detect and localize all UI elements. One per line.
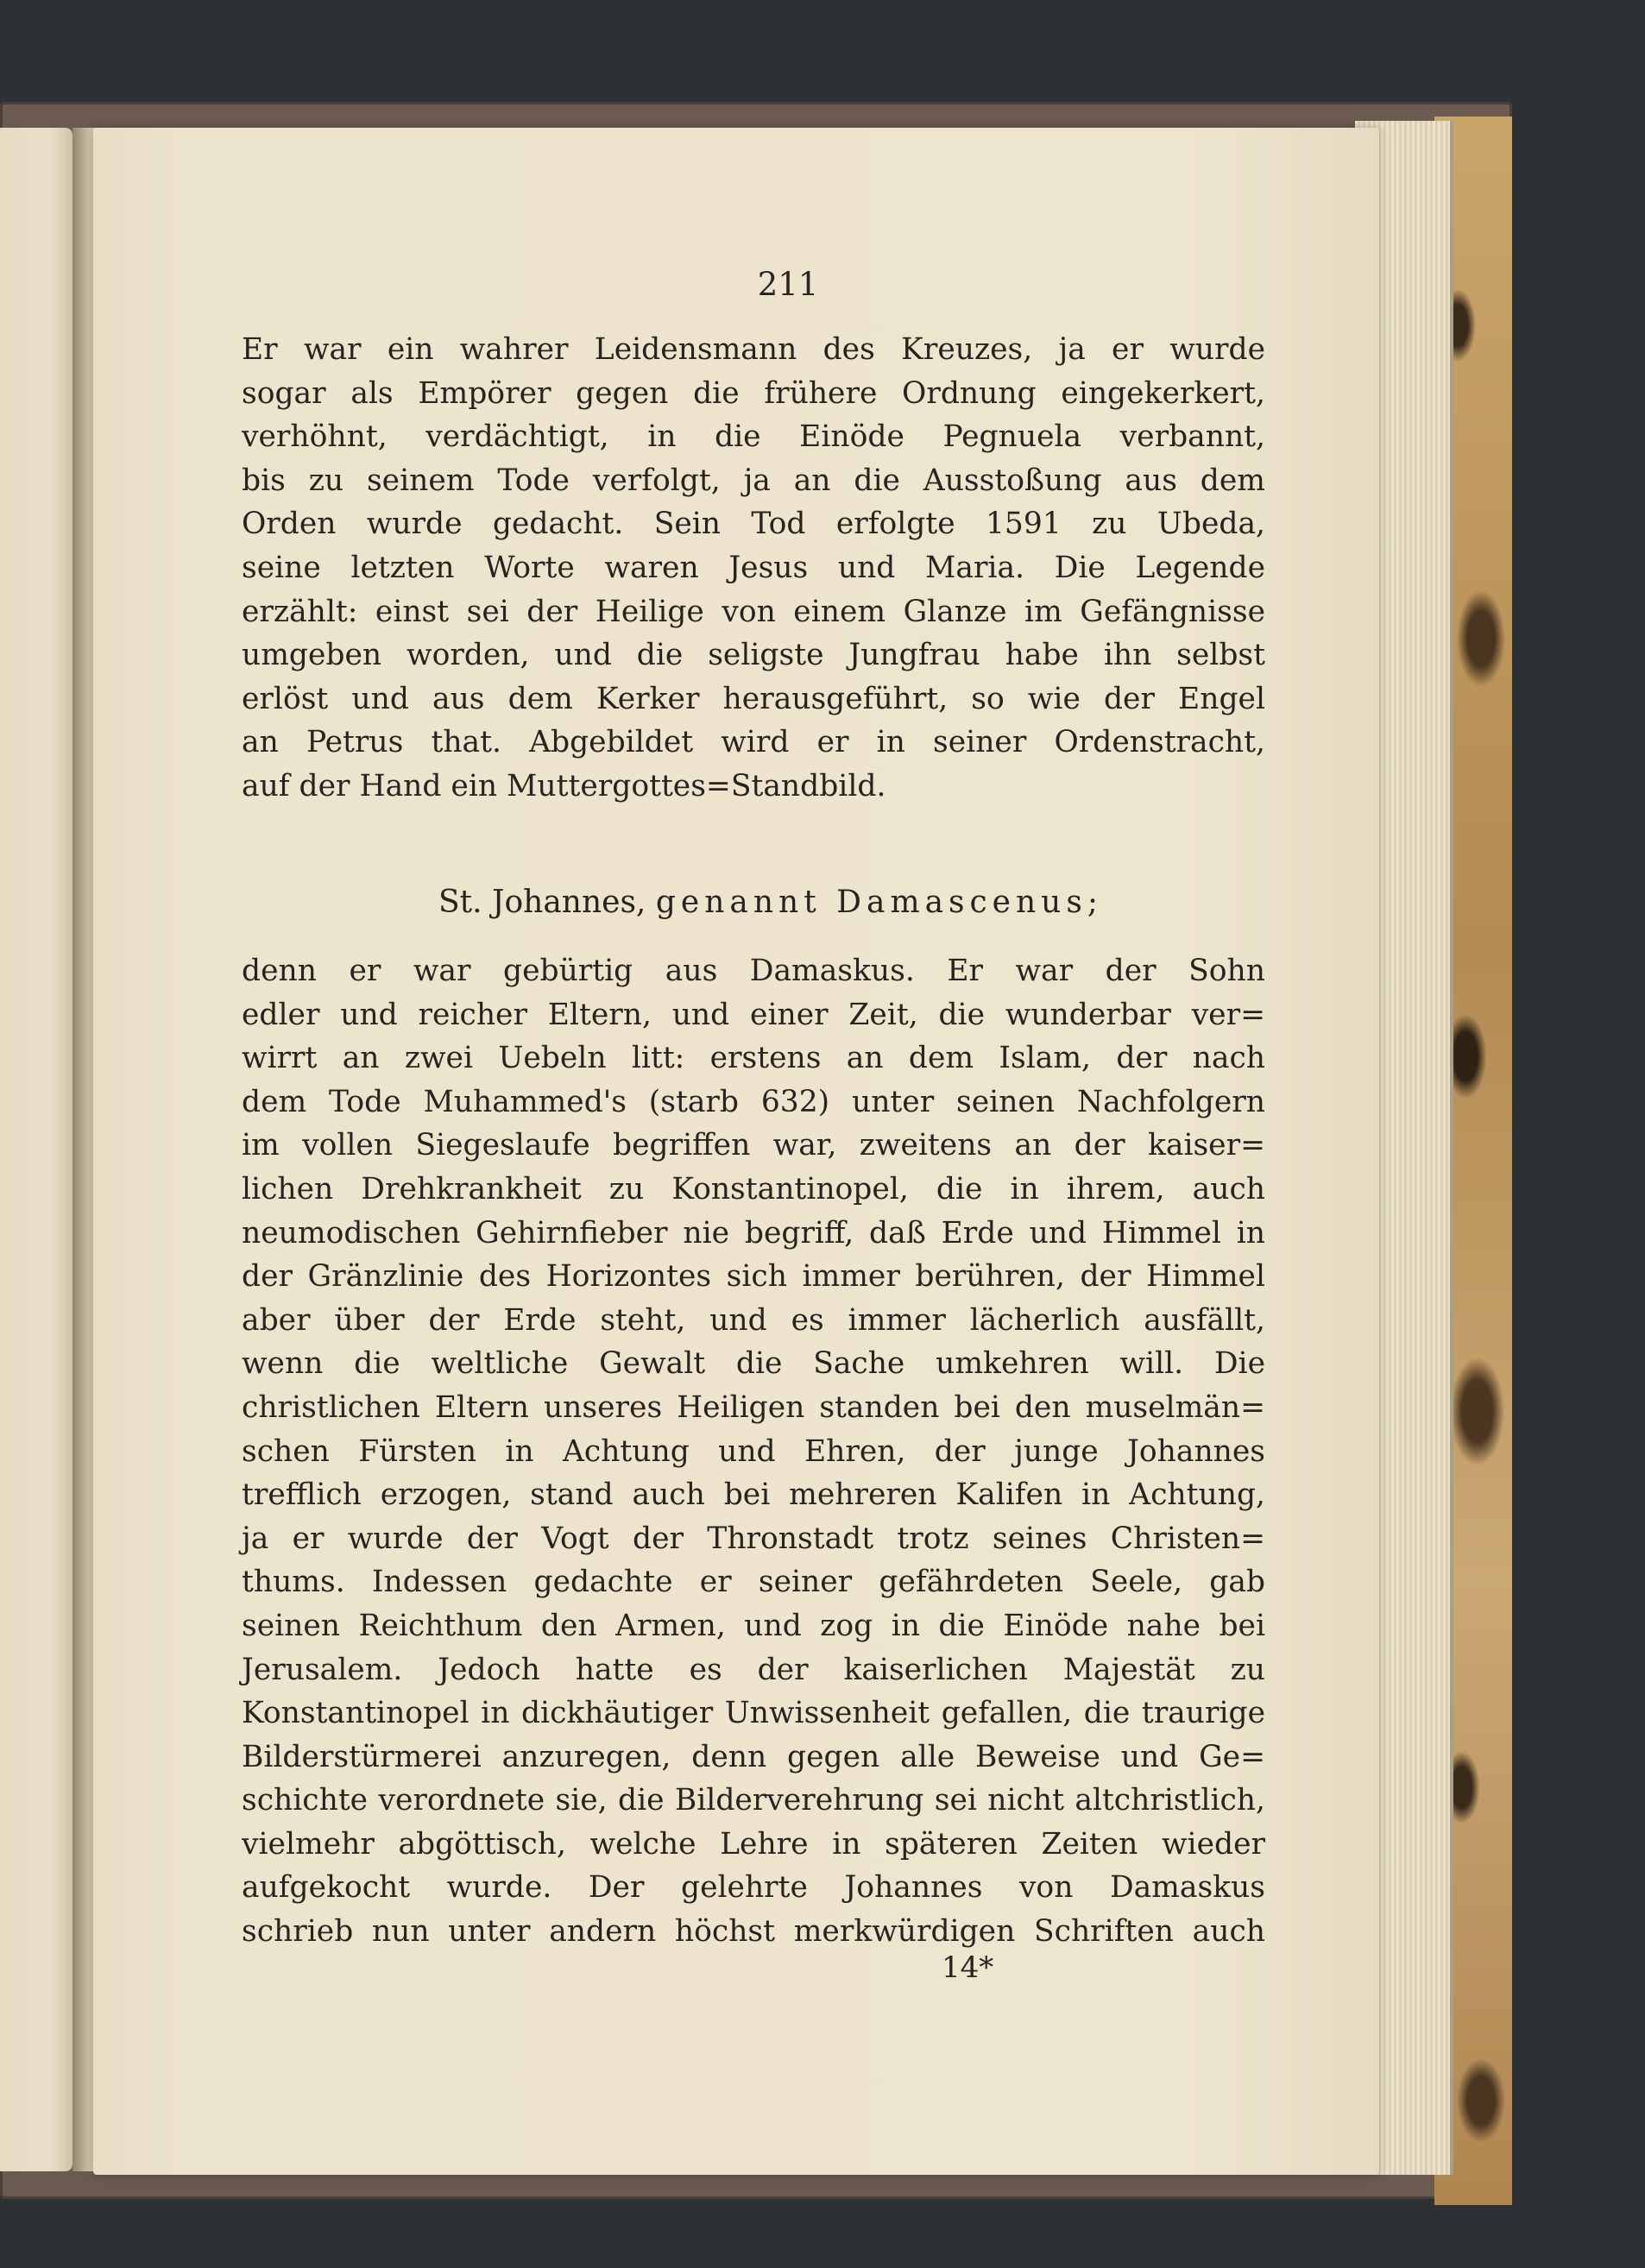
text-line: seine letzten Worte waren Jesus und Maria. Die Legende	[242, 550, 1265, 585]
book-page	[93, 128, 1379, 2175]
left-facing-page	[0, 128, 72, 2171]
text-line: trefflich erzogen, stand auch bei mehreren Kalifen in Achtung,	[242, 1477, 1265, 1513]
heading-rest: genannt Damascenus;	[655, 885, 1103, 920]
section-heading	[259, 879, 1283, 927]
text-line: ja er wurde der Vogt der Thronstadt trotz seines Christen=	[242, 1521, 1265, 1556]
text-line: schrieb nun unter andern höchst merkwürdigen Schriften auch	[242, 1914, 1265, 1950]
signature-mark: 14*	[942, 1950, 994, 1985]
text-line: thums. Indessen gedachte er seiner gefährdeten Seele, gab	[242, 1565, 1265, 1600]
text-line: Er war ein wahrer Leidensmann des Kreuzes, ja er wurde	[242, 332, 1265, 367]
text-line: sogar als Empörer gegen die frühere Ordnung eingekerkert,	[242, 375, 1265, 411]
text-line: Konstantinopel in dickhäutiger Unwissenheit gefallen, die traurige	[242, 1696, 1265, 1731]
text-line: christlichen Eltern unseres Heiligen standen bei den muselmän=	[242, 1389, 1265, 1425]
text-line: schichte verordnete sie, die Bilderverehrung sei nicht altchristlich,	[242, 1783, 1265, 1818]
text-line: umgeben worden, und die seligste Jungfrau habe ihn selbst	[242, 638, 1265, 673]
text-line: erzählt: einst sei der Heilige von einem Glanze im Gefängnisse	[242, 594, 1265, 629]
text-line: aber über der Erde steht, und es immer lächerlich ausfällt,	[242, 1302, 1265, 1338]
text-line: denn er war gebürtig aus Damaskus. Er war der Sohn	[242, 954, 1265, 988]
text-line: vielmehr abgöttisch, welche Lehre in späteren Zeiten wieder	[242, 1826, 1265, 1862]
text-line: neumodischen Gehirnfieber nie begriff, daß Erde und Himmel in	[242, 1215, 1265, 1251]
text-line: Orden wurde gedacht. Sein Tod erfolgte 1591 zu Ubeda,	[242, 507, 1265, 542]
text-line: dem Tode Muhammed's (starb 632) unter seinen Nachfolgern	[242, 1084, 1265, 1119]
text-line: Bilderstürmerei anzuregen, denn gegen alle Beweise und Ge=	[242, 1739, 1265, 1774]
text-line: wenn die weltliche Gewalt die Sache umkehren will. Die	[242, 1346, 1265, 1382]
text-line: seinen Reichthum den Armen, und zog in die Einöde nahe bei	[242, 1608, 1265, 1643]
text-line: auf der Hand ein Muttergottes=Standbild.	[242, 768, 886, 803]
text-line: lichen Drehkrankheit zu Konstantinopel, die in ihrem, auch	[242, 1171, 1265, 1206]
text-line: aufgekocht wurde. Der gelehrte Johannes von Damaskus	[242, 1870, 1265, 1906]
paragraph-1	[242, 328, 1265, 809]
page-number: 211	[757, 266, 819, 303]
text-line: erlöst und aus dem Kerker herausgeführt, so wie der Engel	[242, 681, 1265, 716]
paragraph-2	[242, 949, 1265, 1954]
text-line: edler und reicher Eltern, und einer Zeit, die wunderbar ver=	[242, 997, 1265, 1032]
text-line: an Petrus that. Abgebildet wird er in seiner Ordenstracht,	[242, 725, 1265, 760]
text-line: bis zu seinem Tode verfolgt, ja an die Ausstoßung aus dem	[242, 463, 1265, 498]
text-line: wirrt an zwei Uebeln litt: erstens an dem Islam, der nach	[242, 1041, 1265, 1076]
heading-name: St. Johannes,	[438, 885, 646, 920]
text-line: Jerusalem. Jedoch hatte es der kaiserlichen Majestät zu	[242, 1652, 1265, 1687]
text-line: verhöhnt, verdächtigt, in die Einöde Pegnuela verbannt,	[242, 419, 1265, 455]
text-line: schen Fürsten in Achtung und Ehren, der junge Johannes	[242, 1433, 1265, 1469]
text-line: der Gränzlinie des Horizontes sich immer berühren, der Himmel	[242, 1259, 1265, 1295]
text-line: im vollen Siegeslaufe begriffen war, zweitens an der kaiser=	[242, 1128, 1265, 1163]
